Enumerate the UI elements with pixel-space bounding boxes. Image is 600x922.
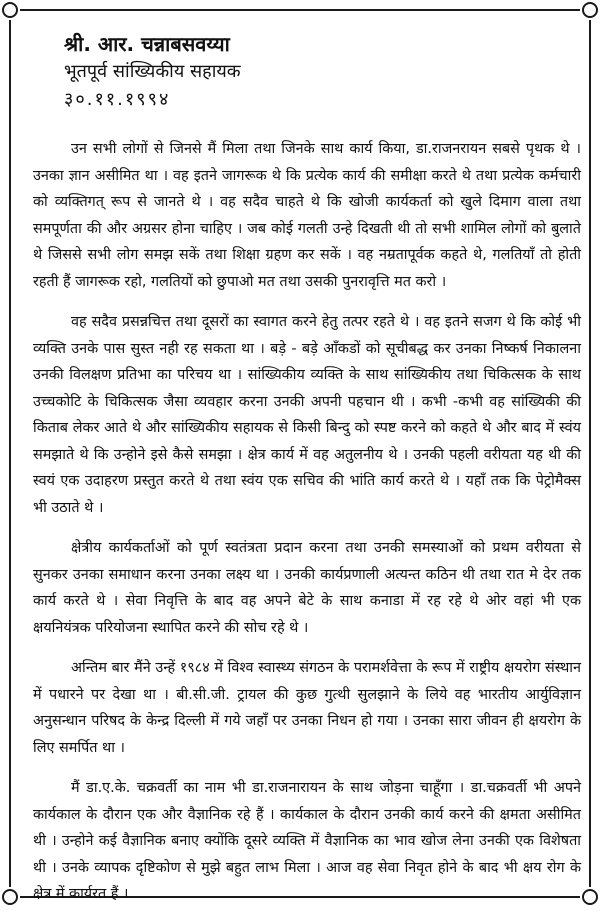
document-content (33, 30, 581, 922)
paragraph: अन्तिम बार मैंने उन्हें १९८४ में विश्व स्वास्थ्य संगठन के परामर्शवेत्ता के रूप में राष्ट्रीय क्षयरोग संस्थान में पधारने पर देखा था । बी.सी.जी. ट्रायल की कुछ गुत्थी सुलझाने के लिये वह भारतीय आर्युविज्ञान अनुसन्धान परिषद के केन्द्र दिल्ली में गये जहाँ पर उनका निधन हो गया । उनका सारा जीवन ही क्षयरोग के लिए समर्पित था । (33, 660, 581, 756)
corner-ornament-bottom-left (0, 887, 20, 907)
document-body (33, 136, 581, 908)
paragraph: वह सदैव प्रसन्नचित्त तथा दूसरों का स्वागत करने हेतु तत्पर रहते थे । वह इतने सजग थे कि कोई भी व्यक्ति उनके पास सुस्त नही रह सकता था । बड़े - बड़े आँकडों को सूचीबद्ध कर उनका निष्कर्ष निकालना उनकी विलक्षण प्रतिभा का परिचय था । सांख्यिकीय व्यक्ति के साथ सांख्यिकीय तथा चिकित्सक के साथ उच्चकोटि के चिकित्सक जैसा व्यवहार करना उनकी अपनी पहचान थी । कभी -कभी वह सांख्यिकी की किताब लेकर आते थे और सांख्यिकीय सहायक से किसी बिन्दु को स्पष्ट करने को कहते थे और बाद में स्वंय समझाते थे कि उन्होने इसे कैसे समझा । क्षेत्र कार्य में वह अतुलनीय थे । उनकी पहली वरीयता यह थी की स्वयं एक उदाहरण प्रस्तुत करते थे तथा स्वंय एक सचिव की भांति कार्य करते थे । यहाँ तक कि पेट्रोमैक्स भी उठाते थे । (33, 314, 581, 516)
author-designation: भूतपूर्व सांख्यिकीय सहायक (64, 61, 241, 82)
corner-ornament-bottom-right (580, 887, 600, 907)
paragraph: मैं डा.ए.के. चक्रवर्ती का नाम भी डा.राजनारायन के साथ जोड़ना चाहूँगा । डा.चक्रवर्ती भी अपने कार्यकाल के दौरान एक और वैज्ञानिक रहे हैं । कार्यकाल के दौरान उनकी कार्य करने की क्षमता असीमित थी । उन्होने कई वैज्ञानिक बनाए क्योंकि दूसरे व्यक्ति में वैज्ञानिक का भाव खोज लेना उनकी एक विशेषता थी । उनके व्यापक दृष्टिकोण से मुझे बहुत लाभ मिला । आज वह सेवा निवृत होने के बाद भी क्षय रोग के क्षेत्र में कार्यरत हैं । (33, 780, 581, 902)
corner-ornament-top-right (580, 0, 600, 20)
corner-ornament-top-left (0, 0, 20, 20)
author-block (64, 30, 581, 114)
document-date: ३०.११.१९९४ (64, 89, 171, 110)
paragraph: उन सभी लोगों से जिनसे मैं मिला तथा जिनके साथ कार्य किया, डा.राजनरायन सबसे पृथक थे । उनका ज्ञान असीमित था । वह इतने जागरूक थे कि प्रत्येक कार्य की समीक्षा करते थे तथा प्रत्येक कर्मचारी को व्यक्तिगत् रूप से जानते थे । वह सदैव चाहते थे कि खोजी कार्यकर्ता को खुले दिमाग वाला तथा समपूर्णता की और अग्रसर होना चाहिए । जब कोई गलती उन्हे दिखती थी तो सभी शामिल लोगों को बुलाते थे जिससे सभी लोग समझ सकें तथा शिक्षा ग्रहण कर सकें । वह नम्रतापूर्वक कहते थे, गलतियाँ तो होती रहती हैं जागरूक रहो, गलतियों को छुपाओ मत तथा उसकी पुनरावृत्ति मत करो । (33, 141, 581, 290)
paragraph: क्षेत्रीय कार्यकर्ताओं को पूर्ण स्वतंत्रता प्रदान करना तथा उनकी समस्याओं को प्रथम वरीयता से सुनकर उनका समाधान करना उनका लक्ष्य था । उनकी कार्यप्रणाली अत्यन्त कठिन थी तथा रात मे देर तक कार्य करते थे । सेवा निवृत्ति के बाद वह अपने बेटे के साथ कनाडा में रह रहे थे ओर वहां भी एक क्षयनियंत्रक परियोजना स्थापित करने की सोच रहे थे । (33, 540, 581, 636)
author-name: श्री. आर. चन्नाबसवय्या (64, 32, 230, 56)
